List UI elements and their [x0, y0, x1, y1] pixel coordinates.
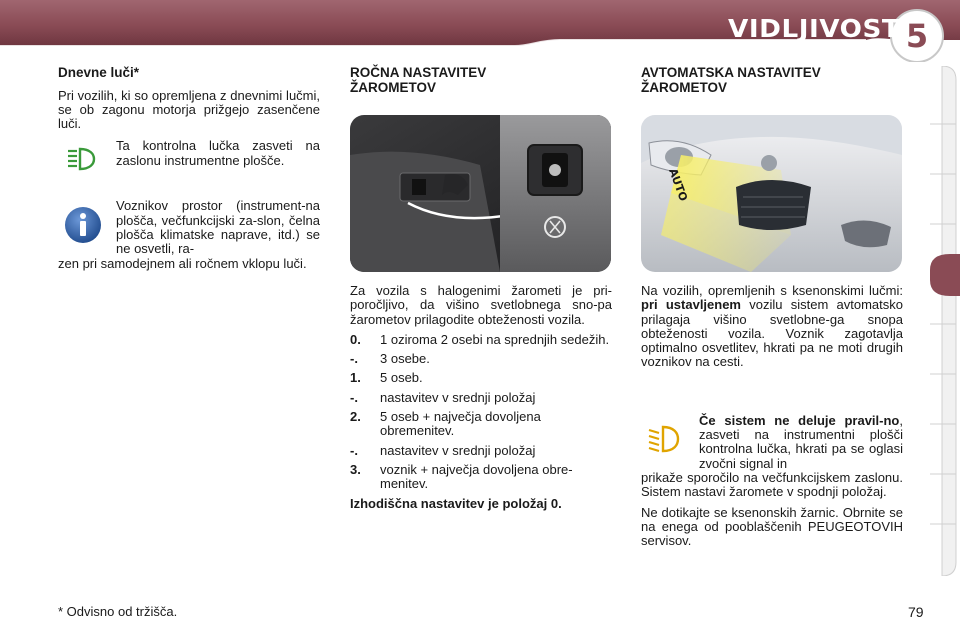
list-item [350, 410, 612, 439]
item-key: -. [350, 351, 358, 367]
auto-label: AUTO [666, 166, 691, 203]
section-heading-automatic [641, 66, 903, 95]
load-position-list [350, 333, 612, 492]
intro-bold-text: pri ustavljenem [641, 297, 741, 313]
column-automatic-adjustment [641, 66, 903, 554]
list-item [350, 371, 612, 385]
car-headlamp-photo [641, 115, 902, 272]
heading-line-2: ŽAROMETOV [641, 79, 728, 95]
list-item [350, 391, 612, 405]
warning-bold-text: Če sistem ne deluje pravil-no [699, 412, 900, 428]
xenon-service-note: Ne dotikajte se ksenonskih žarnic. Obrnite se na enega od pooblaščenih PEUGEOTOVIH servisov. [641, 504, 903, 549]
info-note-text: Voznikov prostor (instrument-na plošča, večfunkcijski za-slon, čelna plošča klimatske naprave, itd.) se ne osvetli, ra- [116, 198, 320, 257]
automatic-intro [641, 284, 903, 370]
warning-text-a: , zasveti na instrumentni plošči kontrolna lučka, hkrati pa se oglasi zvočni signal in [699, 412, 903, 471]
item-key: 2. [350, 409, 361, 425]
section-heading-daytime-lights: Dnevne luči* [58, 65, 140, 80]
intro-text-continued: vozilu sistem avtomatsko prilagaja višino svetlobne-ga snopa obteženosti vozila. Voznik zagotavlja optimalno osvetlitev, hkrati pa ne moti drugih voznikov na cesti. [641, 297, 903, 370]
footnote: * Odvisno od tržišča. [58, 604, 178, 619]
intro-text: Na vozilih, opremljenih s ksenonskimi lučmi: [641, 283, 903, 298]
list-item [350, 463, 612, 492]
item-key: -. [350, 442, 358, 458]
chapter-title: VIDLJIVOST [728, 14, 901, 43]
headlamp-adjuster-photo [350, 115, 611, 272]
page-header [0, 0, 960, 62]
item-value: voznik + največja dovoljena obre-menitev. [380, 461, 573, 492]
item-value: nastavitev v srednji položaj [380, 389, 536, 405]
info-note-row [58, 199, 320, 256]
chapter-number: 5 [905, 17, 929, 55]
item-value: 1 oziroma 2 osebi na sprednjih sedežih. [380, 331, 610, 347]
manual-intro: Za vozila s halogenimi žarometi je pri-poročljivo, da višino svetlobnega sno-pa žarometov prilagodite obteženosti vozila. [350, 283, 612, 327]
item-value: 3 osebe. [380, 351, 430, 367]
headlamp-warning-icon [641, 414, 691, 454]
heading-line-1: AVTOMATSKA NASTAVITEV [641, 65, 821, 80]
daytime-lamp-icon [58, 139, 108, 173]
tab-strip [928, 66, 960, 576]
info-icon [58, 199, 108, 245]
item-value: 5 oseb + največja dovoljena obremenitev. [380, 409, 541, 439]
item-key: 1. [350, 370, 361, 386]
column-manual-adjustment [350, 66, 612, 517]
heading-line-1: ROČNA NASTAVITEV [350, 65, 487, 80]
heading-line-2: ŽAROMETOV [350, 79, 437, 95]
column-daytime-lights [58, 66, 320, 277]
item-value: nastavitev v srednji položaj [380, 442, 536, 458]
page-number: 79 [908, 604, 924, 620]
list-item [350, 444, 612, 458]
info-note-continued: zen pri samodejnem ali ročnem vklopu luči. [58, 255, 307, 271]
lamp-note-text: Ta kontrolna lučka zasveti na zaslonu instrumentne plošče. [116, 138, 320, 168]
warning-row [641, 414, 903, 471]
active-chapter-tab[interactable] [930, 254, 960, 296]
daytime-lights-intro: Pri vozilih, ki so opremljena z dnevnimi lučmi, se ob zagonu motorja prižgejo zasenčene luči. [58, 87, 320, 132]
chapter-tabs [928, 66, 960, 576]
list-item [350, 352, 612, 366]
item-key: 0. [350, 331, 361, 347]
list-item [350, 333, 612, 347]
item-key: -. [350, 389, 358, 405]
section-heading-manual [350, 66, 612, 95]
item-value: 5 oseb. [380, 370, 423, 386]
default-position-note: Izhodiščna nastavitev je položaj 0. [350, 495, 562, 511]
warning-continued: prikaže sporočilo na večfunkcijskem zaslonu. Sistem nastavi žaromete v spodnji položaj. [641, 469, 903, 500]
item-key: 3. [350, 461, 361, 477]
lamp-note-row [58, 139, 320, 173]
warning-text [699, 414, 903, 471]
